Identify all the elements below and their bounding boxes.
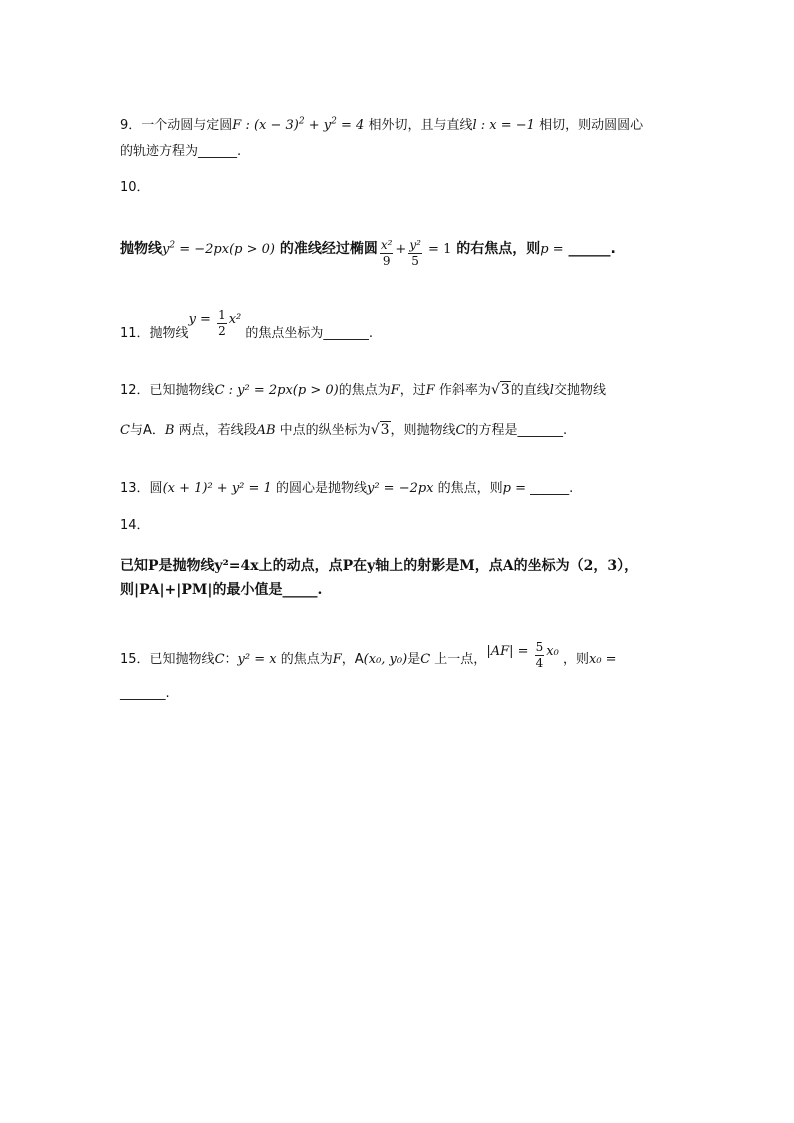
- question-text: 相切，则动圆圆心: [539, 118, 644, 133]
- question-15-line-1: 15．已知抛物线C：y² = x 的焦点为F，A(x₀, y₀)是C 上一点，|AF| = $\frac{5}{4}$ x₀ ，则x₀ =: [120, 640, 617, 670]
- math-fraction: $\frac{\text{x²}}{9}$: [380, 238, 393, 268]
- question-text: 的轨迹方程为______.: [120, 144, 242, 159]
- question-14-line-2: 则|PA|+|PM|的最小值是_____.: [120, 582, 323, 598]
- question-14-line-1: 已知P是抛物线y²=4x上的动点，点P在y轴上的射影是M，点A的坐标为（2，3），: [120, 558, 639, 574]
- math-parabola: y² = −2px: [366, 481, 434, 496]
- math-fraction: $\frac{\text{y²}}{5}$: [409, 238, 421, 268]
- question-10-number: 10．: [120, 180, 150, 195]
- math-line-equation: l : x = −1: [472, 118, 535, 133]
- math-circle-equation: (x + 1)² + y² = 1: [162, 481, 272, 496]
- question-13-line: 13．圆(x + 1)² + y² = 1 的圆心是抛物线y² = −2px 的焦点，则p = ______.: [120, 481, 574, 496]
- math-parabola: y² = x: [237, 652, 277, 667]
- math-distance: |AF| = $\frac{5}{4}$ x₀: [486, 640, 559, 670]
- question-text: 相外切，且与直线: [368, 118, 473, 133]
- math-parabola: C : y² = 2px(p > 0): [214, 383, 339, 398]
- math-sqrt: √3: [490, 382, 510, 398]
- question-10-line: 抛物线$y^2 = -2px(p > 0)$ 的准线经过椭圆 $\frac{\text{x²}}{9}$ + $\frac{\text{y²}}{5}$ = 1 的右焦点，则p = ______.: [120, 238, 616, 268]
- question-14-number: 14．: [120, 518, 150, 533]
- question-12-line-1: 12．已知抛物线C : y² = 2px(p > 0)的焦点为F，过F 作斜率为√3的直线l交抛物线: [120, 382, 606, 398]
- math-parabola: $y^2 = -2px(p > 0)$: [162, 240, 275, 257]
- question-number: 9．: [120, 118, 142, 133]
- question-12-line-2: C与A．B 两点，若线段AB 中点的纵坐标为√3，则抛物线C的方程是_______.: [120, 422, 568, 438]
- question-11-line: 11．抛物线y = $\frac{1}{2}$ x² 的焦点坐标为_______.: [120, 308, 374, 341]
- question-9-line-1: [120, 116, 643, 136]
- question-text: 一个动圆与定圆: [141, 118, 233, 133]
- question-15-line-2: _______.: [120, 686, 170, 701]
- math-parabola: y = $\frac{1}{2}$ x²: [188, 308, 242, 338]
- math-circle-equation: F : $(x - 3)^2 + y^2 = 4$: [232, 116, 365, 133]
- math-sqrt: √3: [370, 422, 390, 438]
- math-p: p =: [540, 242, 564, 257]
- question-9-line-2: [120, 142, 241, 162]
- math-point: (x₀, y₀): [363, 652, 408, 667]
